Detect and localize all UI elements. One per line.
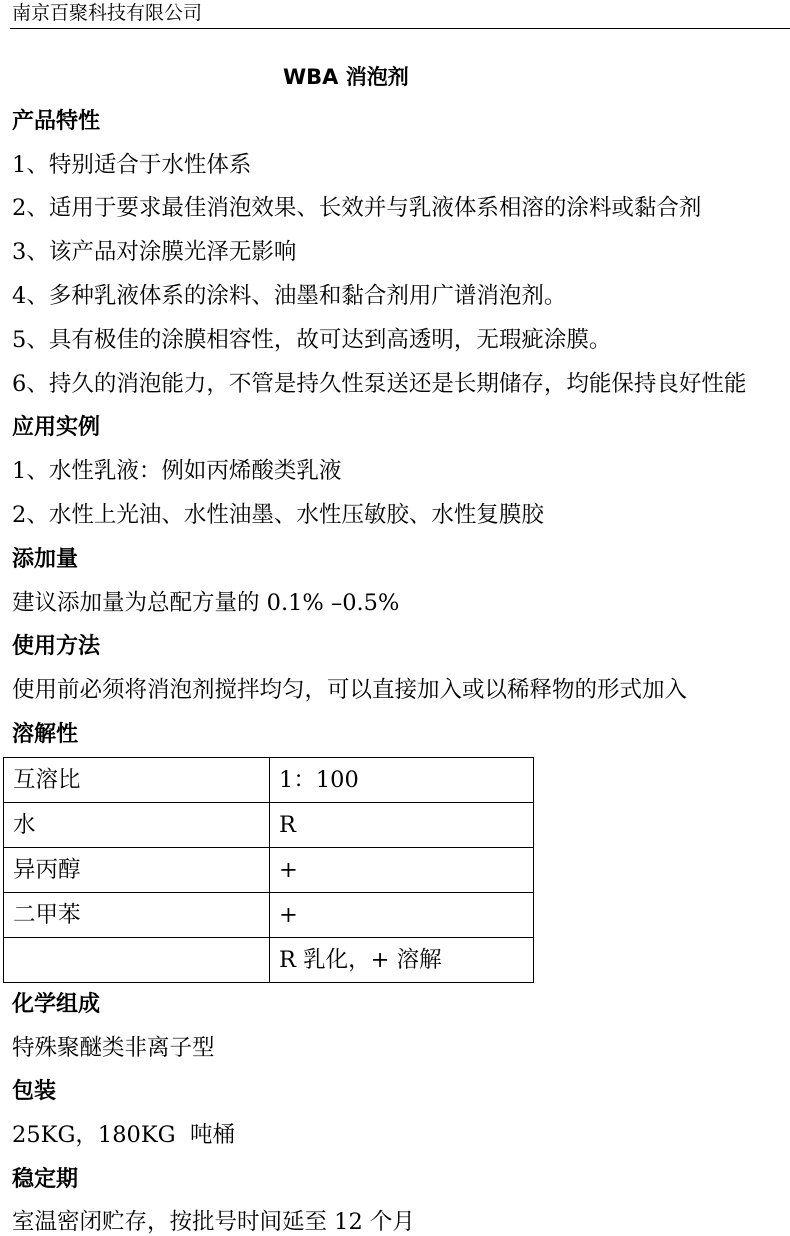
section-heading-applications: 应用实例	[12, 415, 101, 441]
list-item: 5、具有极佳的涂膜相容性，故可达到高透明，无瑕疵涂膜。	[12, 326, 612, 353]
table-cell-empty	[4, 937, 270, 982]
section-heading-solubility: 溶解性	[12, 721, 79, 747]
list-item: 4、多种乳液体系的涂料、油墨和黏合剂用广谱消泡剂。	[12, 282, 567, 309]
document-title: WBA 消泡剂	[283, 65, 409, 89]
table-cell-substance: 二甲苯	[4, 892, 270, 937]
table-row	[4, 937, 534, 982]
company-header: 南京百聚科技有限公司	[12, 2, 203, 24]
list-item: 1、特别适合于水性体系	[12, 151, 252, 178]
dosage-text: 建议添加量为总配方量的 0.1% –0.5%	[12, 589, 400, 616]
list-item: 6、持久的消泡能力，不管是持久性泵送还是长期储存，均能保持良好性能	[12, 370, 747, 397]
table-row	[4, 757, 534, 802]
solubility-table	[3, 757, 534, 983]
list-item: 3、该产品对涂膜光泽无影响	[12, 239, 297, 266]
section-heading-features: 产品特性	[12, 108, 101, 134]
stability-text: 室温密闭贮存，按批号时间延至 12 个月	[12, 1208, 415, 1235]
section-heading-stability: 稳定期	[12, 1166, 79, 1192]
section-heading-composition: 化学组成	[12, 991, 101, 1017]
table-cell-value: +	[270, 892, 534, 937]
table-cell-value: R	[270, 802, 534, 847]
table-row	[4, 892, 534, 937]
packaging-text: 25KG，180KG 吨桶	[12, 1122, 235, 1149]
table-cell-legend: R 乳化，+ 溶解	[270, 937, 534, 982]
composition-text: 特殊聚醚类非离子型	[12, 1034, 215, 1061]
section-heading-usage: 使用方法	[12, 634, 101, 660]
table-cell-value: 1：100	[270, 757, 534, 802]
table-cell-value: +	[270, 847, 534, 892]
table-cell-substance: 水	[4, 802, 270, 847]
table-row	[4, 847, 534, 892]
usage-text: 使用前必须将消泡剂搅拌均匀，可以直接加入或以稀释物的形式加入	[12, 677, 688, 704]
list-item: 1、水性乳液：例如丙烯酸类乳液	[12, 458, 342, 485]
document-body	[12, 56, 784, 1236]
section-heading-packaging: 包装	[12, 1079, 57, 1105]
table-row	[4, 802, 534, 847]
header-rule	[10, 28, 790, 29]
table-cell-substance: 互溶比	[4, 757, 270, 802]
list-item: 2、适用于要求最佳消泡效果、长效并与乳液体系相溶的涂料或黏合剂	[12, 195, 702, 222]
list-item: 2、水性上光油、水性油墨、水性压敏胶、水性复膜胶	[12, 501, 544, 528]
section-heading-dosage: 添加量	[12, 546, 79, 572]
table-cell-substance: 异丙醇	[4, 847, 270, 892]
